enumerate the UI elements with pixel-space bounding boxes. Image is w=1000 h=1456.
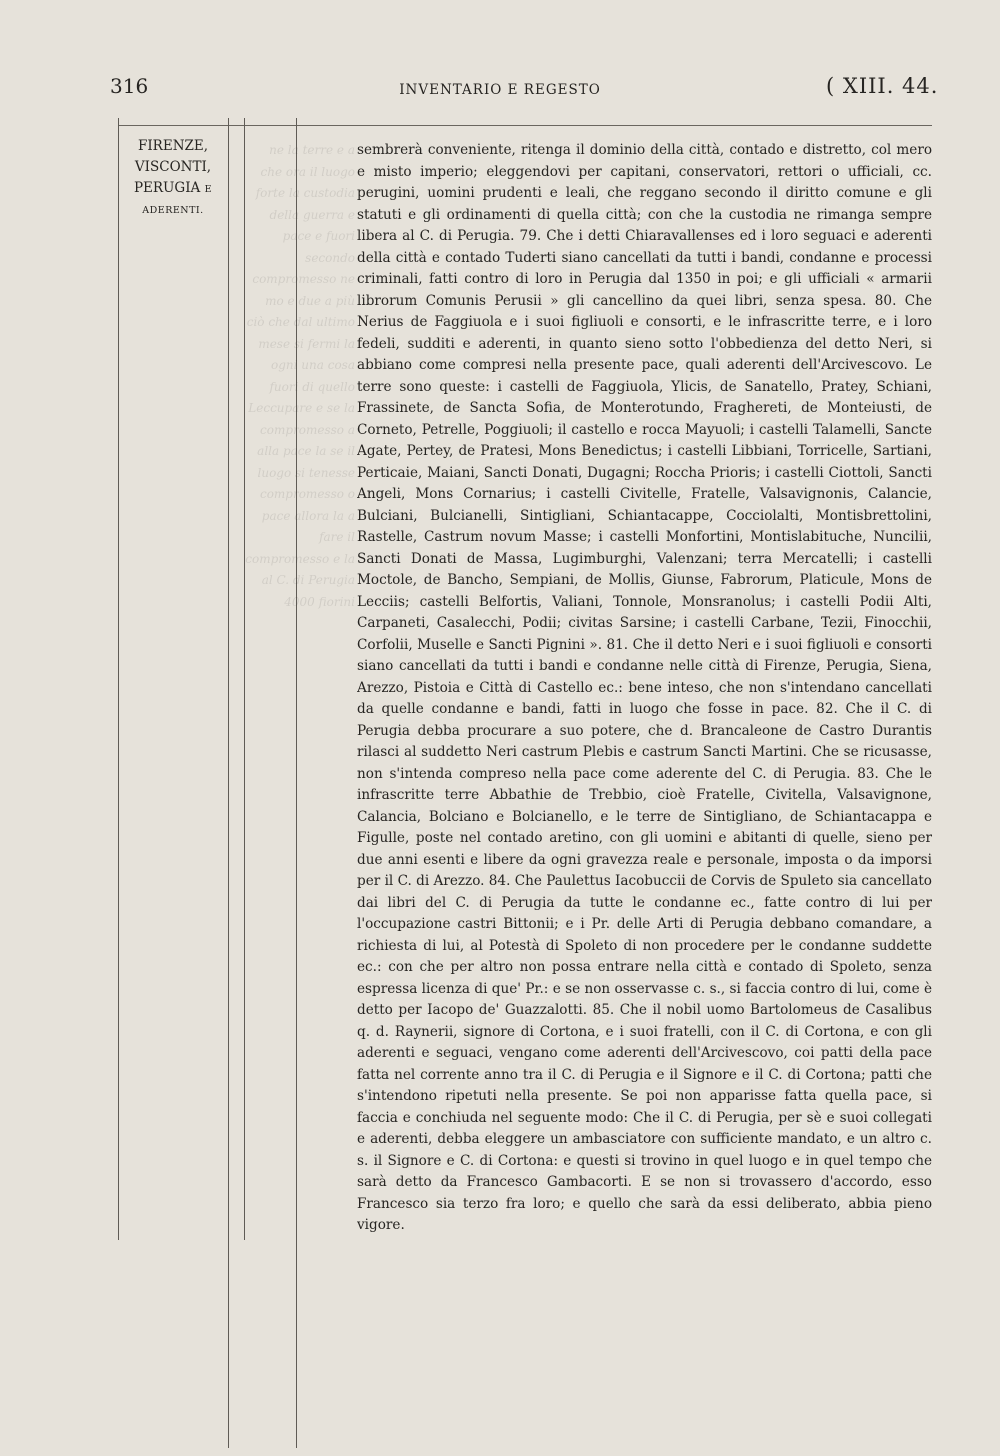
body-text: sembrerà conveniente, ritenga il dominio della città, contado e distretto, col mero e misto imperio; eleggendovi per capitani, conservatori, rettori o ufficiali, cc. perugini, uomini prudenti e leali, che reggano secondo il diritto comune e gli statuti e gli ordinamenti di quella città; con che la custodia ne rimanga sempre libera al C. di Perugia. 79. Che i detti Chiaravallenses ed i loro seguaci e aderenti della città e contado Tuderti siano cancellati da tutti i bandi, condanne e processi criminali, fatti contro di loro in Perugia dal 1350 in poi; e gli ufficiali « armarii librorum Comunis Perusii » gli cancellino da quei libri, senza spesa. 80. Che Nerius de Faggiuola e i suoi figliuoli e consorti, e le infrascritte terre, e i loro fedeli, sudditi e aderenti, in quanto sieno sotto l'obbedienza del detto Neri, si abbiano come compresi nella presente pace, quali aderenti dell'Arcivescovo. Le terre sono queste: i castelli de Faggiuola, Ylicis, de Sanatello, Pratey, Schiani, Frassinete, de Sancta Sofia, de Monterotundo, Fraghereti, de Monteiusti, de Corneto, Petrelle, Poggiuoli; il castello e rocca Mayuoli; i castelli Talamelli, Sancte Agate, Pertey, de Pratesi, Mons Benedictus; i castelli Libbiani, Torricelle, Sartiani, Perticaie, Maiani, Sancti Donati, Dugagni; Roccha Prioris; i castelli Ciottoli, Sancti Angeli, Mons Cornarius; i castelli Civitelle, Fratelle, Valsavignonis, Calancie, Bulciani, Bulcianelli, Sintigliani, Schiantacappe, Cocciolalti, Montisbrettolini, Rastelle, Castrum novum Masse; i castelli Monfortini, Montislabituche, Nuncilii, Sancti Donati de Massa, Lugimburghi, Valenzani; terra Mercatelli; i castelli Moctole, de Bancho, Sempiani, de Mollis, Giunse, Fabrorum, Platicule, Mons de Lecciis; castelli Belfortis, Valiani, Tonnole, Monsranolus; i castelli Podii Alti, Carpaneti, Casalecchi, Podii; civitas Sarsine; i castelli Carbane, Tezii, Finocchii, Corfolii, Muselle e Sancti Pignini ». 81. Che il detto Neri e i suoi figliuoli e consorti siano cancellati da tutti i bandi e condanne nelle città di Firenze, Perugia, Siena, Arezzo, Pistoia e Città di Castello ec.: bene inteso, che non s'intendano cancellati da quelle condanne e bandi, fatti in luogo che fosse in pace. 82. Che il C. di Perugia debba procurare a suo potere, che d. Brancaleone de Castro Durantis rilasci al suddetto Neri castrum Plebis e castrum Sancti Martini. Che se ricusasse, non s'intenda compreso nella pace come aderente del C. di Perugia. 83. Che le infrascritte terre Abbathie de Trebbio, cioè Fratelle, Civitella, Valsavignone, Calancia, Bolciano e Bolcianello, e le terre de Sintigliano, de Schiantacappa e Figulle, poste nel contado aretino, con gli uomini e abitanti di quelle, sieno per due anni esenti e libere da ogni gravezza reale e personale, imposta o da imporsi per il C. di Arezzo. 84. Che Paulettus Iacobuccii de Corvis de Spuleto sia cancellato dai libri del C. di Perugia da tutte le condanne ec., fatte contro di lui per l'occupazione castri Bittonii; e i Pr. delle Arti di Perugia debbano comandare, a richiesta di lui, al Potestà di Spoleto di non procedere per le condanne suddette ec.: con che per altro non possa entrare nella città e contado di Spoleto, senza espressa licenza di que' Pr.: e se non osservasse c. s., si faccia contro di lui, come è detto per Iacopo de' Guazzalotti. 85. Che il nobil uomo Bartolomeus de Casalibus q. d. Raynerii, signore di Cortona, e i suoi fratelli, con il C. di Cortona, e con gli aderenti e seguaci, vengano come aderenti dell'Arcivescovo, coi patti della pace fatta nel corrente anno tra il C. di Perugia e il Signore e il C. di Cortona; patti che s'intendono ripetuti nella presente. Se poi non apparisse fatta quella pace, si faccia e conchiuda nel seguente modo: Che il C. di Perugia, per sè e suoi collegati e aderenti, debba eleggere un ambasciatore con sufficiente mandato, e un altro c. s. il Signore e C. di Cortona: e questi si trovino in quel luogo e in quel tempo che sarà detto da Francesco Gambacorti. E se non si trovassero d'accordo, esso Francesco sia terzo fra loro; e quello che sarà da essi deliberato, abbia pieno vigore. [357, 142, 932, 1233]
margin-line-4: ADERENTI. [142, 205, 204, 216]
margin-line-3 [108, 178, 238, 200]
column-rule-middle-a [228, 118, 229, 1448]
margin-line-1: FIRENZE, [137, 138, 209, 154]
header-rule [118, 125, 932, 126]
running-title: INVENTARIO E REGESTO [399, 82, 601, 98]
show-through-texture: ne la terre e a che ora il luogo forte la custodia della guerra e pace e fuori secondo compromesso ne mo e due a più ciò che dal ultimo mese si fermi la ogni una cosa fuori di quello Leccupare e se la compromesso a alla pace la se il luogo si tenesse compromesso o pace allora la a fare il compromesso e la al C. di Perugia 4000 fiorini [245, 143, 355, 609]
margin-note [108, 136, 238, 221]
page-number: 316 [110, 74, 149, 98]
column-rule-left [118, 118, 119, 1240]
running-header [0, 70, 1000, 110]
body-paragraph [357, 140, 932, 1270]
margin-line-3-small: E [204, 184, 213, 195]
margin-line-2: VISCONTI, [134, 159, 212, 175]
section-reference: ( XIII. 44. [826, 74, 939, 98]
margin-line-3-main: PERUGIA [133, 180, 201, 196]
